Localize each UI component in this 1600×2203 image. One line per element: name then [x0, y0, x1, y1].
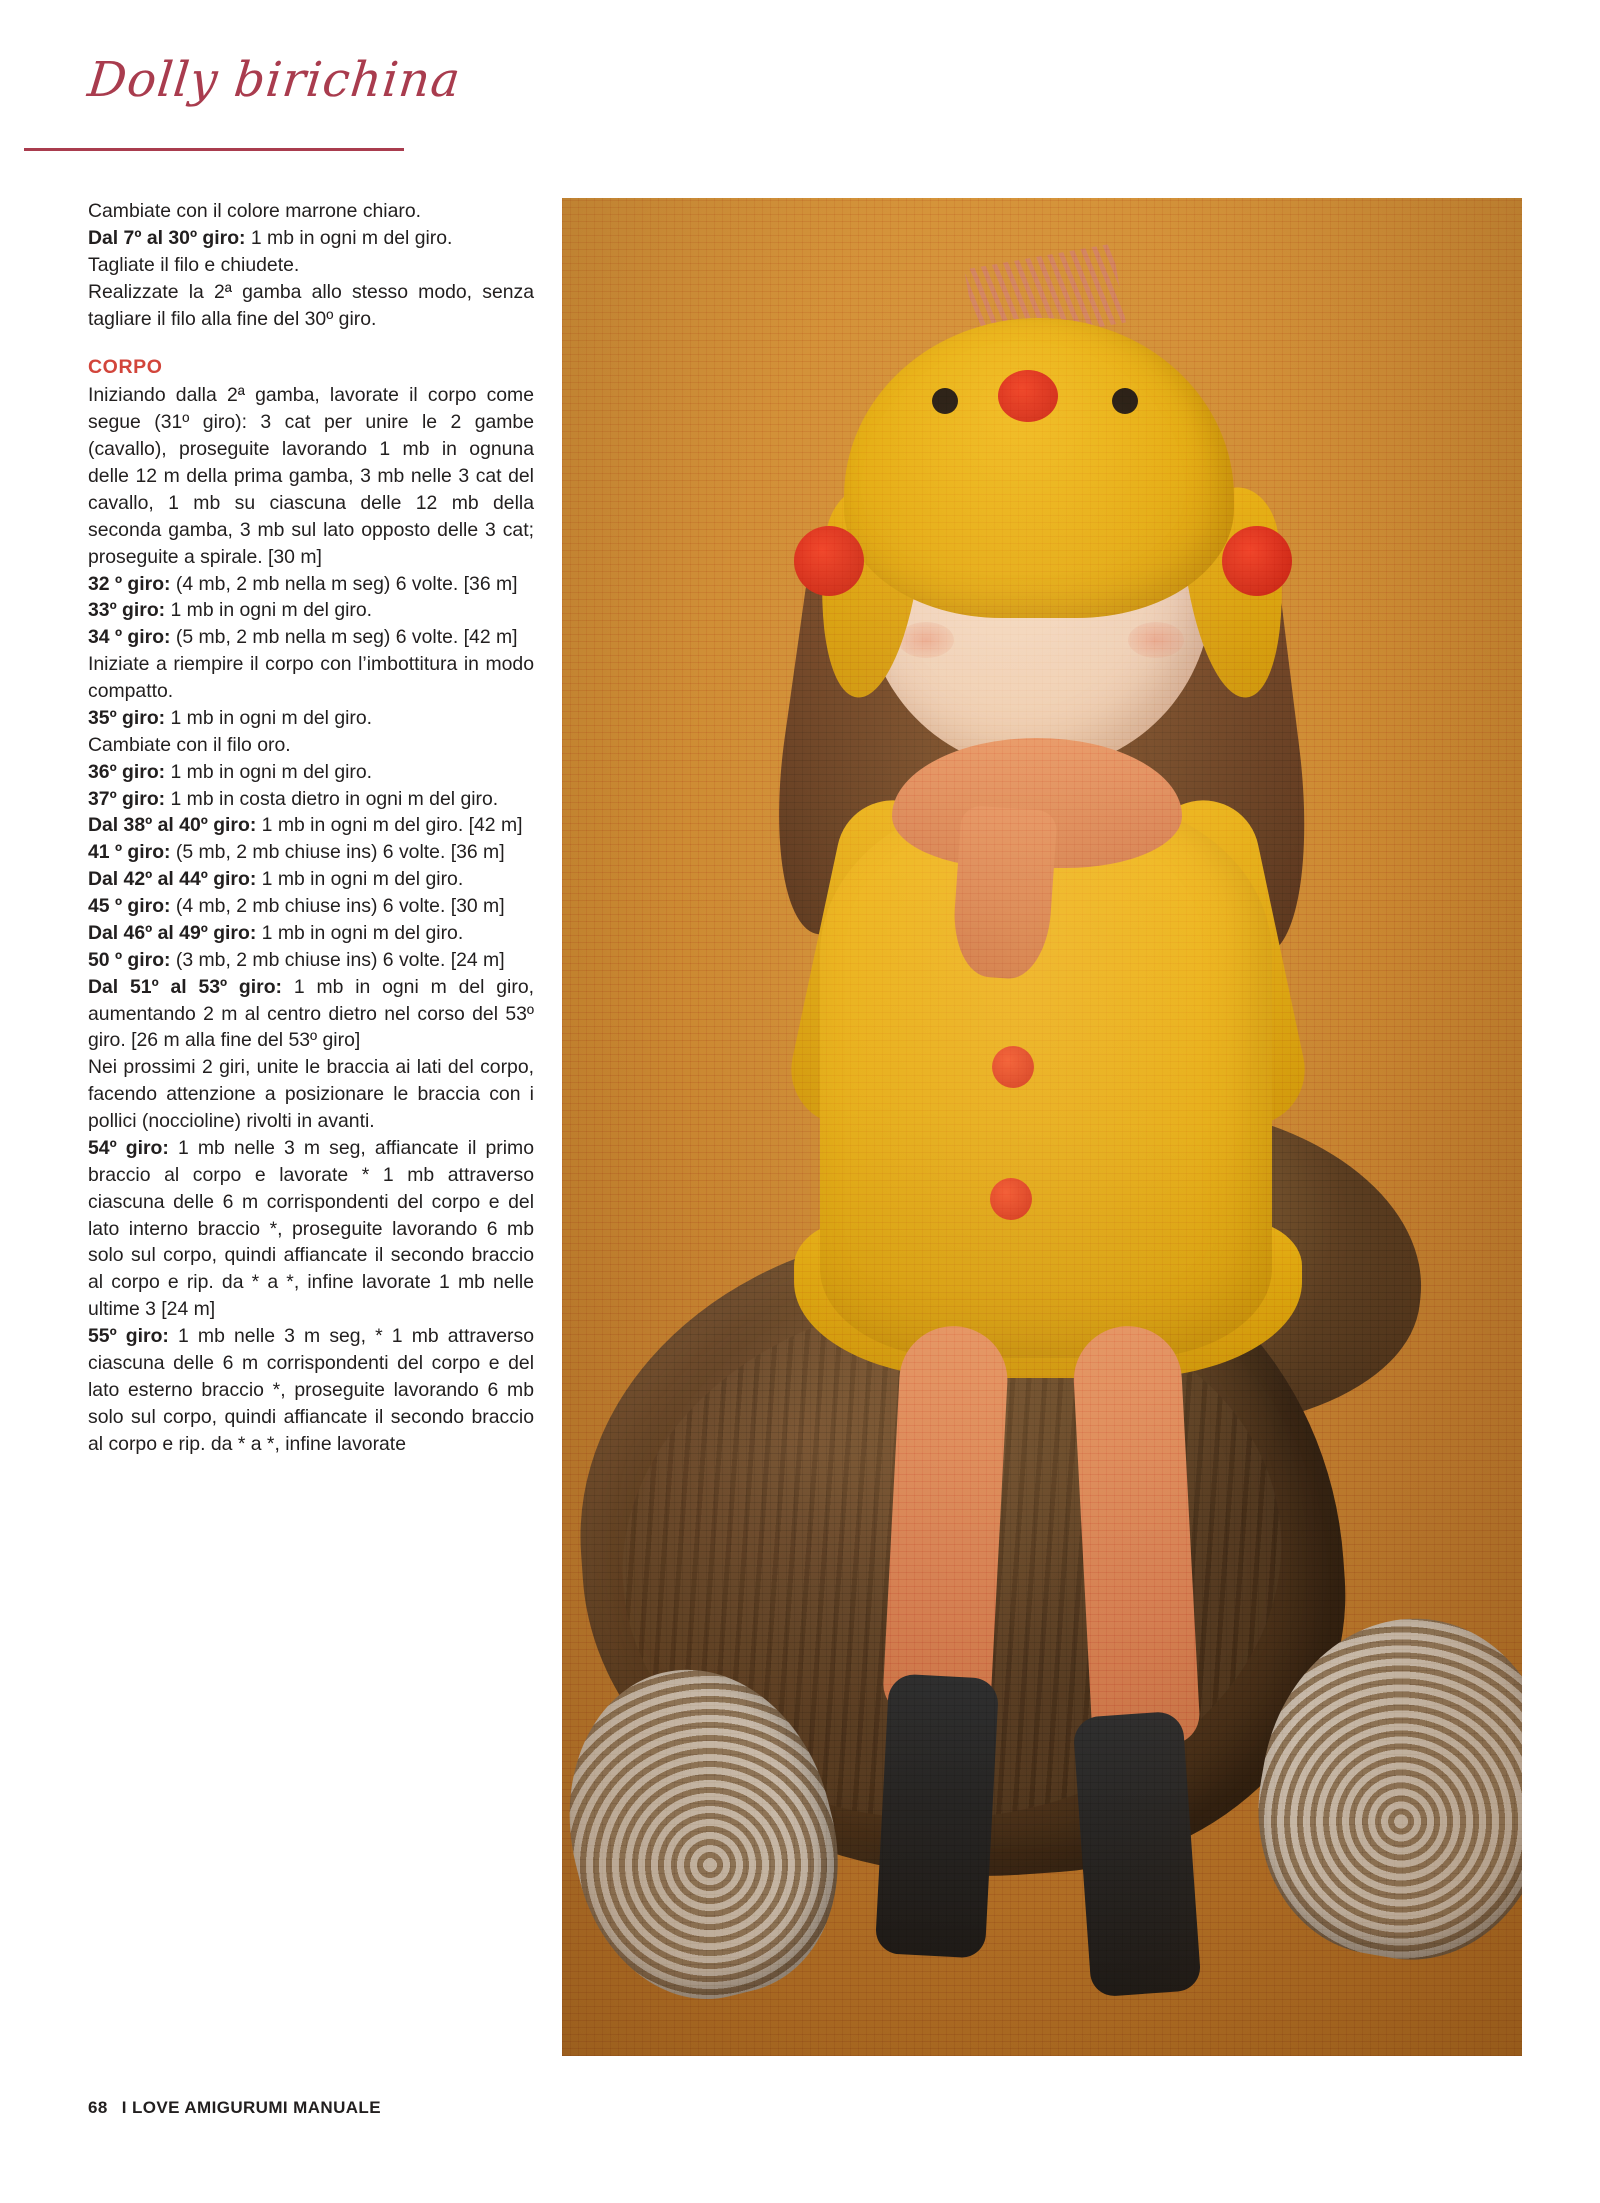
paragraph-5 — [88, 705, 534, 732]
paragraph-12 — [88, 893, 534, 920]
paragraph-11-lead: Dal 42º al 44º giro: — [88, 868, 257, 891]
paragraph-10 — [88, 839, 534, 866]
intro-rest: 1 mb in ogni m del giro. — [245, 226, 453, 249]
paragraph-18-lead: 55º giro: — [88, 1325, 169, 1347]
intro-lead: Dal 7º al 30º giro: — [88, 226, 246, 249]
paragraph-15 — [88, 974, 534, 1055]
paragraph-9-text: 1 mb in ogni m del giro. [42 m] — [256, 814, 523, 837]
page-footer — [88, 2098, 381, 2118]
paragraph-12-text: (4 mb, 2 mb chiuse ins) 6 volte. [30 m] — [170, 895, 505, 917]
paragraph-16-text: Nei prossimi 2 giri, unite le braccia ai lati del corpo, facendo attenzione a posizionare le braccia con i pollici (noccioline) rivolti in avanti. — [88, 1056, 534, 1132]
paragraph-6-text: Cambiate con il filo oro. — [88, 733, 291, 756]
doll-photo — [562, 198, 1522, 2056]
paragraph-8 — [88, 786, 534, 813]
paragraph-2 — [88, 597, 534, 624]
paragraph-9 — [88, 812, 534, 839]
paragraph-16 — [88, 1054, 534, 1135]
photo-vignette — [562, 198, 1522, 2056]
page-header — [0, 0, 1600, 165]
paragraph-17 — [88, 1135, 534, 1323]
paragraph-18 — [88, 1323, 534, 1457]
page-title: Dolly birichina — [85, 52, 464, 108]
paragraph-18-text: 1 mb nelle 3 m seg, * 1 mb attraverso ciascuna delle 6 m corrispondenti del corpo e del lato esterno braccio *, proseguite lavorando 6 mb solo sul corpo, quindi affiancate il secondo braccio al corpo e rip. da * a *, infine lavorate — [88, 1325, 534, 1455]
paragraph-13-lead: Dal 46º al 49º giro: — [88, 921, 257, 944]
paragraph-17-lead: 54º giro: — [88, 1136, 169, 1159]
intro-line-1: Cambiate con il colore marrone chiaro. — [88, 200, 422, 222]
paragraph-14-lead: 50 º giro: — [88, 948, 171, 971]
paragraph-2-text: 1 mb in ogni m del giro. — [165, 599, 373, 622]
paragraph-15-lead: Dal 51º al 53º giro: — [88, 975, 283, 998]
instructions-column — [88, 198, 534, 1457]
magazine-name: I LOVE AMIGURUMI MANUALE — [121, 2098, 381, 2117]
page-number: 68 — [88, 2098, 108, 2117]
paragraph-10-lead: 41 º giro: — [88, 841, 171, 864]
paragraph-2-lead: 33º giro: — [88, 599, 166, 622]
paragraph-11-text: 1 mb in ogni m del giro. — [256, 868, 464, 891]
paragraph-4-text: Iniziate a riempire il corpo con l’imbottitura in modo compatto. — [88, 653, 534, 702]
paragraph-13-text: 1 mb in ogni m del giro. — [256, 921, 464, 944]
intro-line-3: Tagliate il filo e chiudete. — [88, 253, 300, 276]
paragraph-8-text: 1 mb in costa dietro in ogni m del giro. — [165, 787, 499, 810]
paragraph-3-text: (5 mb, 2 mb nella m seg) 6 volte. [42 m] — [170, 626, 518, 649]
paragraph-13 — [88, 920, 534, 947]
paragraph-5-text: 1 mb in ogni m del giro. — [165, 706, 373, 729]
intro-line-4: Realizzate la 2ª gamba allo stesso modo, senza tagliare il filo alla fine del 30º giro. — [88, 280, 534, 330]
paragraph-6 — [88, 732, 534, 759]
photo-scene — [562, 198, 1522, 2056]
paragraph-14-text: (3 mb, 2 mb chiuse ins) 6 volte. [24 m] — [170, 948, 505, 971]
paragraph-4 — [88, 651, 534, 705]
paragraph-7 — [88, 759, 534, 786]
paragraph-9-lead: Dal 38º al 40º giro: — [88, 814, 257, 837]
paragraph-10-text: (5 mb, 2 mb chiuse ins) 6 volte. [36 m] — [170, 841, 505, 864]
paragraph-11 — [88, 866, 534, 893]
paragraph-0-text: Iniziando dalla 2ª gamba, lavorate il corpo come segue (31º giro): 3 cat per unire le 2 gambe (cavallo), proseguite lavorando 1 mb in ognuna delle 12 m della prima gamba, 3 mb nelle 3 cat del cavallo, 1 mb su ciascuna delle 12 mb della seconda gamba, 3 mb sul lato opposto delle 3 cat; proseguite a spirale. [30 m] — [88, 384, 534, 568]
header-divider — [24, 148, 404, 151]
paragraph-8-lead: 37º giro: — [88, 787, 166, 810]
paragraph-3-lead: 34 º giro: — [88, 626, 171, 649]
paragraph-12-lead: 45 º giro: — [88, 895, 171, 917]
paragraph-1 — [88, 571, 534, 598]
paragraph-1-text: (4 mb, 2 mb nella m seg) 6 volte. [36 m] — [170, 572, 518, 595]
paragraph-7-lead: 36º giro: — [88, 760, 166, 783]
paragraph-15-text: 1 mb in ogni m del giro, aumentando 2 m al centro dietro nel corso del 53º giro. [26 m alla fine del 53º giro] — [88, 975, 534, 1052]
paragraph-14 — [88, 947, 534, 974]
intro-line-2 — [88, 225, 534, 252]
paragraph-3 — [88, 624, 534, 651]
paragraph-0 — [88, 382, 534, 570]
paragraph-1-lead: 32 º giro: — [88, 572, 171, 595]
section-heading-corpo: CORPO — [88, 356, 163, 379]
paragraph-5-lead: 35º giro: — [88, 706, 166, 729]
paragraph-17-text: 1 mb nelle 3 m seg, affiancate il primo braccio al corpo e lavorate * 1 mb attraverso ciascuna delle 6 m corrispondenti del corpo e del lato interno braccio *, proseguite lavorando 6 mb solo sul corpo, quindi affiancate il secondo braccio al corpo e rip. da * a *, infine lavorate 1 mb nelle ultime 3 [24 m] — [88, 1136, 534, 1321]
paragraph-7-text: 1 mb in ogni m del giro. — [165, 760, 373, 783]
